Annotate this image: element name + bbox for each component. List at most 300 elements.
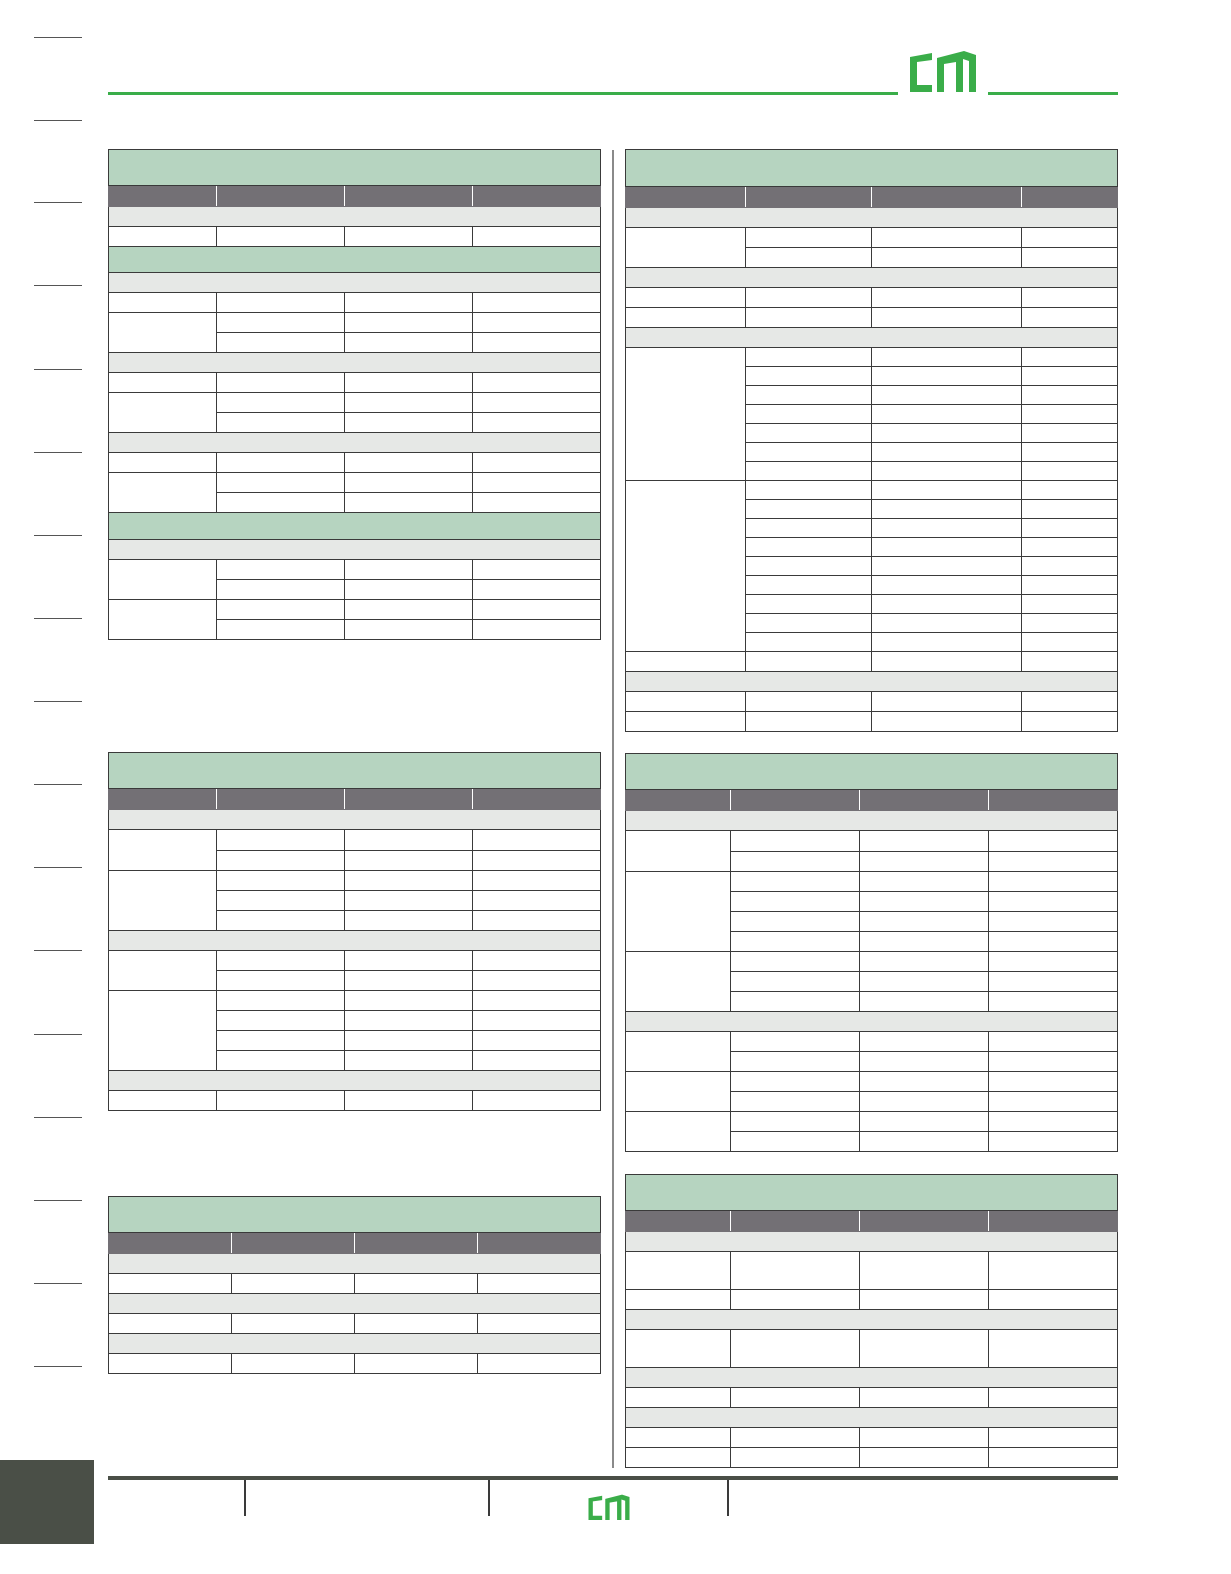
table-cell — [1022, 595, 1118, 614]
table-cell — [217, 871, 345, 891]
table-cell — [355, 1354, 478, 1374]
table-cell — [746, 614, 872, 633]
margin-tick — [34, 1034, 82, 1035]
table-cell — [626, 308, 746, 328]
table-cell — [1022, 538, 1118, 557]
table-cell — [989, 972, 1118, 992]
table-cell — [731, 1112, 860, 1132]
column-header — [626, 790, 731, 811]
table-cell — [731, 932, 860, 952]
spec-table-right-1 — [625, 149, 1118, 732]
table-cell — [109, 293, 217, 313]
table-cell — [626, 1428, 731, 1448]
table-cell — [731, 1132, 860, 1152]
column-header — [989, 1211, 1118, 1232]
table-cell — [345, 851, 473, 871]
column-header — [989, 790, 1118, 811]
table-cell — [1022, 248, 1118, 268]
table-cell — [746, 288, 872, 308]
table-cell — [731, 1330, 860, 1368]
table-cell — [860, 831, 989, 852]
table-cell — [731, 892, 860, 912]
table-cell — [746, 692, 872, 712]
table-cell — [746, 500, 872, 519]
row-group-label — [109, 560, 217, 600]
table-cell — [860, 1428, 989, 1448]
table-cell — [345, 891, 473, 911]
row-group-label — [109, 991, 217, 1071]
table-cell — [860, 872, 989, 892]
table-cell — [217, 560, 345, 580]
table-cell — [731, 972, 860, 992]
table-cell — [989, 1428, 1118, 1448]
table-cell — [478, 1274, 601, 1294]
margin-tick — [34, 1200, 82, 1201]
footer-divider — [244, 1480, 246, 1516]
table-cell — [872, 557, 1022, 576]
table-cell — [860, 852, 989, 872]
table-cell — [1022, 405, 1118, 424]
table-cell — [860, 1388, 989, 1408]
table-cell — [345, 453, 473, 473]
table-cell — [746, 633, 872, 652]
table-cell — [872, 308, 1022, 328]
table-cell — [746, 481, 872, 500]
table-cell — [345, 493, 473, 513]
section-subheader — [626, 1310, 1118, 1330]
table-cell — [746, 443, 872, 462]
table-cell — [345, 1031, 473, 1051]
table-cell — [345, 620, 473, 640]
table-title — [109, 753, 601, 789]
table-cell — [872, 614, 1022, 633]
margin-tick — [34, 618, 82, 619]
table-title — [626, 150, 1118, 187]
section-subheader — [626, 672, 1118, 692]
table-cell — [989, 892, 1118, 912]
table-cell — [746, 538, 872, 557]
table-cell — [217, 830, 345, 851]
table-cell — [109, 373, 217, 393]
table-cell — [1022, 633, 1118, 652]
table-cell — [860, 1032, 989, 1052]
table-cell — [217, 313, 345, 333]
table-cell — [1022, 500, 1118, 519]
table-cell — [872, 633, 1022, 652]
table-cell — [626, 1448, 731, 1468]
table-cell — [626, 712, 746, 732]
table-cell — [1022, 462, 1118, 481]
table-cell — [345, 227, 473, 247]
section-subheader — [109, 1334, 601, 1354]
section-subheader — [109, 1071, 601, 1091]
footer-divider — [488, 1480, 490, 1516]
table-cell — [217, 333, 345, 353]
table-cell — [1022, 712, 1118, 732]
section-subheader — [109, 931, 601, 951]
table-cell — [473, 600, 601, 620]
row-group-label — [109, 830, 217, 871]
table-cell — [473, 453, 601, 473]
table-cell — [473, 830, 601, 851]
table-title — [626, 1175, 1118, 1211]
table-cell — [217, 1031, 345, 1051]
row-group-label — [626, 831, 731, 872]
table-cell — [217, 891, 345, 911]
section-subheader — [109, 1254, 601, 1274]
table-cell — [473, 293, 601, 313]
row-group-label — [626, 481, 746, 652]
table-cell — [872, 538, 1022, 557]
spec-table-left-3 — [108, 1196, 601, 1374]
table-cell — [1022, 367, 1118, 386]
table-cell — [860, 1072, 989, 1092]
table-cell — [217, 373, 345, 393]
table-cell — [731, 952, 860, 972]
table-cell — [746, 248, 872, 268]
spec-table-right-2 — [625, 753, 1118, 1152]
table-cell — [731, 1032, 860, 1052]
table-cell — [217, 1051, 345, 1071]
table-cell — [473, 1051, 601, 1071]
table-cell — [232, 1354, 355, 1374]
table-cell — [872, 424, 1022, 443]
row-group-label — [109, 393, 217, 433]
table-cell — [473, 911, 601, 931]
table-cell — [345, 373, 473, 393]
row-group-label — [626, 1032, 731, 1072]
table-cell — [109, 1354, 232, 1374]
column-header — [217, 186, 345, 207]
row-group-label — [626, 348, 746, 481]
table-cell — [1022, 557, 1118, 576]
table-cell — [473, 851, 601, 871]
table-cell — [473, 1091, 601, 1111]
table-cell — [860, 1132, 989, 1152]
section-subheader — [626, 208, 1118, 228]
column-header — [473, 186, 601, 207]
table-cell — [872, 712, 1022, 732]
table-cell — [626, 288, 746, 308]
table-cell — [989, 1388, 1118, 1408]
table-cell — [355, 1314, 478, 1334]
table-cell — [872, 367, 1022, 386]
table-cell — [989, 932, 1118, 952]
section-subheader — [626, 1012, 1118, 1032]
column-header — [473, 789, 601, 810]
table-cell — [860, 1290, 989, 1310]
table-cell — [626, 1330, 731, 1368]
table-cell — [473, 227, 601, 247]
table-cell — [345, 473, 473, 493]
table-cell — [746, 652, 872, 672]
table-cell — [1022, 614, 1118, 633]
row-group-label — [109, 951, 217, 991]
table-cell — [1022, 386, 1118, 405]
table-cell — [109, 1314, 232, 1334]
table-cell — [626, 1388, 731, 1408]
margin-tick — [34, 1117, 82, 1118]
column-header — [731, 790, 860, 811]
table-cell — [731, 1388, 860, 1408]
header-rule-right — [988, 92, 1118, 95]
section-subheader — [109, 433, 601, 453]
table-cell — [872, 248, 1022, 268]
footer-rule — [108, 1476, 1118, 1480]
table-cell — [626, 652, 746, 672]
table-cell — [473, 373, 601, 393]
spec-table-left-2 — [108, 752, 601, 1111]
table-cell — [109, 1274, 232, 1294]
table-cell — [989, 1330, 1118, 1368]
table-cell — [217, 493, 345, 513]
table-cell — [217, 293, 345, 313]
table-cell — [1022, 519, 1118, 538]
table-cell — [478, 1314, 601, 1334]
table-cell — [989, 831, 1118, 852]
table-cell — [731, 1072, 860, 1092]
row-group-label — [626, 872, 731, 952]
table-cell — [860, 992, 989, 1012]
row-group-label — [109, 313, 217, 353]
margin-tick — [34, 784, 82, 785]
table-cell — [731, 852, 860, 872]
table-cell — [746, 228, 872, 248]
margin-tick — [34, 452, 82, 453]
table-cell — [872, 386, 1022, 405]
table-cell — [1022, 443, 1118, 462]
table-cell — [872, 519, 1022, 538]
column-header — [109, 186, 217, 207]
table-title — [109, 1197, 601, 1233]
margin-tick — [34, 1283, 82, 1284]
table-cell — [345, 1011, 473, 1031]
column-header — [355, 1233, 478, 1254]
table-cell — [217, 951, 345, 971]
table-cell — [345, 991, 473, 1011]
margin-tick — [34, 867, 82, 868]
table-cell — [989, 912, 1118, 932]
table-cell — [860, 892, 989, 912]
table-cell — [473, 951, 601, 971]
table-cell — [989, 1290, 1118, 1310]
table-cell — [989, 1132, 1118, 1152]
margin-tick — [34, 535, 82, 536]
table-cell — [217, 600, 345, 620]
table-cell — [989, 1072, 1118, 1092]
table-cell — [217, 971, 345, 991]
row-group-label — [626, 1072, 731, 1112]
footer-divider — [727, 1480, 729, 1516]
table-cell — [1022, 308, 1118, 328]
margin-tick — [34, 120, 82, 121]
table-cell — [872, 405, 1022, 424]
spec-table-right-3 — [625, 1174, 1118, 1468]
table-cell — [1022, 348, 1118, 367]
table-cell — [860, 1112, 989, 1132]
table-cell — [345, 293, 473, 313]
table-cell — [473, 560, 601, 580]
table-cell — [989, 1092, 1118, 1112]
table-cell — [345, 951, 473, 971]
table-cell — [109, 453, 217, 473]
column-header — [478, 1233, 601, 1254]
table-cell — [473, 333, 601, 353]
table-cell — [626, 692, 746, 712]
table-cell — [731, 992, 860, 1012]
table-cell — [217, 620, 345, 640]
table-cell — [746, 595, 872, 614]
table-cell — [109, 1091, 217, 1111]
section-subheader — [626, 811, 1118, 831]
table-cell — [232, 1314, 355, 1334]
table-cell — [473, 313, 601, 333]
table-cell — [989, 1252, 1118, 1290]
table-cell — [989, 852, 1118, 872]
cm-logo-icon — [586, 1492, 632, 1522]
table-cell — [473, 971, 601, 991]
section-subheader — [626, 268, 1118, 288]
row-group-label — [109, 473, 217, 513]
table-cell — [217, 580, 345, 600]
table-cell — [746, 348, 872, 367]
table-cell — [860, 972, 989, 992]
table-cell — [345, 871, 473, 891]
table-cell — [860, 1330, 989, 1368]
table-cell — [473, 620, 601, 640]
table-cell — [872, 462, 1022, 481]
table-cell — [731, 1252, 860, 1290]
margin-tick — [34, 369, 82, 370]
section-tab[interactable] — [0, 1460, 94, 1544]
table-cell — [872, 481, 1022, 500]
column-header — [109, 789, 217, 810]
section-band — [109, 247, 601, 273]
table-cell — [626, 1252, 731, 1290]
table-cell — [746, 462, 872, 481]
table-cell — [345, 333, 473, 353]
table-cell — [473, 991, 601, 1011]
column-header — [345, 186, 473, 207]
table-cell — [872, 652, 1022, 672]
table-cell — [217, 453, 345, 473]
table-cell — [731, 872, 860, 892]
column-header — [1022, 187, 1118, 208]
table-cell — [989, 992, 1118, 1012]
table-cell — [731, 912, 860, 932]
table-cell — [731, 1092, 860, 1112]
table-cell — [872, 595, 1022, 614]
margin-tick — [34, 1366, 82, 1367]
table-cell — [989, 1112, 1118, 1132]
column-header — [731, 1211, 860, 1232]
column-header — [860, 1211, 989, 1232]
table-cell — [746, 519, 872, 538]
table-cell — [746, 424, 872, 443]
table-cell — [1022, 424, 1118, 443]
table-cell — [989, 1032, 1118, 1052]
column-divider — [612, 150, 614, 1468]
table-cell — [217, 227, 345, 247]
table-cell — [355, 1274, 478, 1294]
column-header — [860, 790, 989, 811]
table-cell — [217, 991, 345, 1011]
margin-tick — [34, 285, 82, 286]
table-cell — [217, 413, 345, 433]
table-cell — [345, 1051, 473, 1071]
column-header — [872, 187, 1022, 208]
table-cell — [217, 1091, 345, 1111]
table-cell — [731, 1052, 860, 1072]
table-cell — [746, 367, 872, 386]
table-cell — [345, 971, 473, 991]
table-cell — [872, 288, 1022, 308]
table-cell — [1022, 576, 1118, 595]
table-cell — [746, 308, 872, 328]
row-group-label — [109, 871, 217, 931]
table-cell — [478, 1354, 601, 1374]
section-subheader — [626, 1232, 1118, 1252]
table-cell — [989, 1448, 1118, 1468]
table-cell — [345, 911, 473, 931]
table-title — [109, 150, 601, 186]
table-cell — [872, 228, 1022, 248]
table-cell — [473, 413, 601, 433]
column-header — [626, 1211, 731, 1232]
table-cell — [731, 1428, 860, 1448]
table-cell — [473, 1011, 601, 1031]
section-subheader — [109, 353, 601, 373]
table-cell — [731, 1448, 860, 1468]
table-cell — [746, 712, 872, 732]
column-header — [345, 789, 473, 810]
table-cell — [626, 1290, 731, 1310]
table-cell — [872, 576, 1022, 595]
section-subheader — [626, 1408, 1118, 1428]
table-cell — [217, 851, 345, 871]
table-cell — [989, 1052, 1118, 1072]
column-header — [217, 789, 345, 810]
table-cell — [860, 1052, 989, 1072]
section-subheader — [109, 273, 601, 293]
table-cell — [473, 393, 601, 413]
table-cell — [345, 830, 473, 851]
table-cell — [217, 911, 345, 931]
section-subheader — [109, 540, 601, 560]
table-cell — [860, 952, 989, 972]
table-cell — [473, 1031, 601, 1051]
table-cell — [345, 580, 473, 600]
table-cell — [1022, 481, 1118, 500]
table-cell — [217, 473, 345, 493]
row-group-label — [626, 952, 731, 1012]
section-subheader — [626, 328, 1118, 348]
section-subheader — [109, 1294, 601, 1314]
table-cell — [473, 473, 601, 493]
table-cell — [872, 443, 1022, 462]
table-cell — [746, 557, 872, 576]
table-cell — [872, 348, 1022, 367]
table-cell — [109, 227, 217, 247]
section-subheader — [109, 207, 601, 227]
table-cell — [345, 393, 473, 413]
table-cell — [860, 932, 989, 952]
table-cell — [345, 413, 473, 433]
column-header — [626, 187, 746, 208]
table-cell — [473, 871, 601, 891]
table-cell — [989, 952, 1118, 972]
table-cell — [872, 500, 1022, 519]
